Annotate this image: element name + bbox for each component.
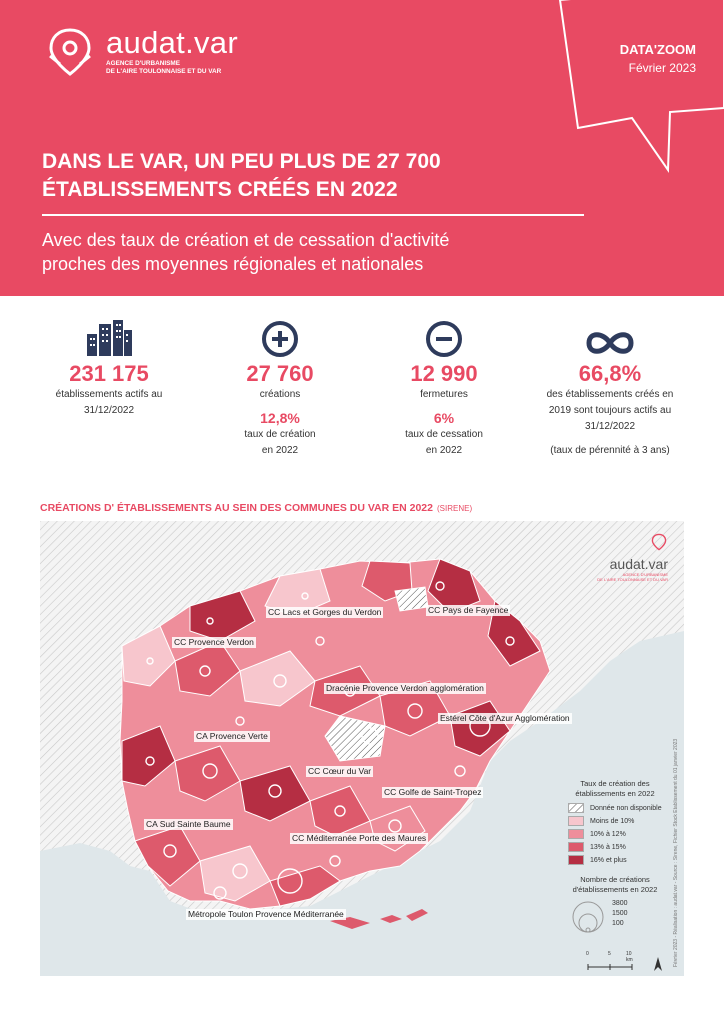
- logo-tagline-1: AGENCE D'URBANISME: [106, 60, 180, 67]
- legend-label: Moins de 10%: [590, 817, 635, 825]
- legend-label: Donnée non disponible: [590, 804, 662, 812]
- stat-creations: [222, 314, 338, 458]
- stat-active: [44, 314, 174, 418]
- label-coeur-du-var: CC Cœur du Var: [308, 766, 372, 776]
- legend-title-1: Taux de création des: [580, 779, 650, 788]
- mini-logo-tag-1: AGENCE D'URBANISME: [622, 572, 668, 577]
- choropleth-map: [40, 521, 684, 976]
- stat-active-value: 231 175: [69, 361, 149, 386]
- label-dracenie: Dracénie Provence Verdon agglomération: [326, 683, 484, 693]
- legend-size-title-1: Nombre de créations: [580, 875, 650, 884]
- legend-size-title-2: d'établissements en 2022: [572, 885, 658, 894]
- label-provence-verte: CA Provence Verte: [196, 731, 268, 741]
- minus-circle-icon: [425, 320, 463, 358]
- map-title-text: CRÉATIONS D' ÉTABLISSEMENTS AU SEIN DES COMMUNES DU VAR EN 2022: [40, 502, 433, 514]
- stat-creation-rate-label-1: taux de création: [244, 429, 316, 440]
- legend-size-symbols: [560, 899, 670, 933]
- legend-swatch: [568, 842, 584, 852]
- logo-name: audat.var: [106, 25, 238, 60]
- label-golfe-saint-tropez: CC Golfe de Saint-Tropez: [384, 787, 482, 797]
- stat-survival-label-1: des établissements créés en: [546, 389, 674, 400]
- subtitle-line-1: Avec des taux de création et de cessation d'activité: [42, 230, 450, 250]
- stat-creation-rate-label-2: en 2022: [261, 445, 299, 456]
- audat-logo[interactable]: [44, 25, 238, 83]
- legend-size-100: 100: [612, 920, 624, 927]
- legend-size-1500: 1500: [612, 910, 628, 917]
- stat-closures: [386, 314, 502, 458]
- header-banner: [0, 0, 724, 296]
- stat-cessation-rate-label-1: taux de cessation: [405, 429, 483, 440]
- legend-size-title: [560, 875, 670, 895]
- legend-title-2: établissements en 2022: [575, 789, 655, 798]
- plus-circle-icon: [261, 320, 299, 358]
- stat-survival: [530, 314, 690, 458]
- badge-title: DATA'ZOOM: [619, 42, 696, 57]
- stat-creation-rate: 12,8%: [260, 410, 300, 426]
- stat-creations-value: 27 760: [246, 361, 314, 386]
- label-provence-verdon: CC Provence Verdon: [174, 637, 254, 647]
- subtitle-line-2: proches des moyennes régionales et nationales: [42, 254, 424, 274]
- legend-label: 16% et plus: [590, 856, 627, 864]
- label-mediterranee-porte-maures: CC Méditerranée Porte des Maures: [292, 833, 427, 843]
- stat-survival-value: 66,8%: [578, 361, 642, 386]
- label-metropole-toulon: Métropole Toulon Provence Méditerranée: [188, 909, 344, 919]
- scale-0: 0: [586, 951, 589, 957]
- logo-tagline: [106, 60, 246, 76]
- stat-active-label-2: 31/12/2022: [83, 405, 135, 416]
- title-line-2: ÉTABLISSEMENTS CRÉÉS EN 2022: [42, 178, 398, 201]
- stat-survival-label-2: 2019 sont toujours actifs au: [548, 405, 672, 416]
- map-credit: Février 2023 - Réalisation : audat.var - Source : Sirene, Fichier Stock Etablissement du 01 janvier 2023: [673, 738, 679, 967]
- page-title: [42, 148, 562, 204]
- mini-logo-name: audat.var: [609, 556, 668, 572]
- pin-logo-icon: [44, 26, 96, 78]
- map-title: [40, 502, 472, 514]
- legend-title: [560, 779, 670, 799]
- map-mini-logo: [597, 533, 668, 582]
- infinity-icon: [583, 328, 637, 358]
- legend-label: 10% à 12%: [590, 830, 626, 838]
- title-divider: [42, 214, 584, 216]
- legend-swatch: [568, 816, 584, 826]
- stat-survival-label-3: 31/12/2022: [584, 421, 636, 432]
- legend-row: [568, 803, 670, 813]
- label-sud-sainte-baume: CA Sud Sainte Baume: [146, 819, 231, 829]
- stat-creations-label: créations: [259, 389, 301, 400]
- buildings-icon: [85, 318, 133, 358]
- map-legend: [560, 779, 670, 933]
- dataz-badge: [620, 42, 696, 75]
- stats-panel: [0, 296, 724, 484]
- mini-logo-tag-2: DE L'AIRE TOULONNAISE ET DU VAR: [597, 577, 668, 582]
- legend-row: [568, 842, 670, 852]
- label-lacs-gorges-verdon: CC Lacs et Gorges du Verdon: [268, 607, 382, 617]
- proportional-circles-icon: [570, 899, 610, 933]
- stat-cessation-rate-label-2: en 2022: [425, 445, 463, 456]
- stat-active-label-1: établissements actifs au: [55, 389, 163, 400]
- scale-10: 10 km: [626, 951, 633, 963]
- legend-row: [568, 855, 670, 865]
- stat-closures-label: fermetures: [420, 389, 468, 400]
- label-esterel: Estérel Côte d'Azur Agglomération: [440, 713, 570, 723]
- page-subtitle: [42, 228, 602, 276]
- legend-swatch: [568, 855, 584, 865]
- label-pays-fayence: CC Pays de Fayence: [428, 605, 509, 615]
- stat-cessation-rate: 6%: [433, 410, 455, 426]
- logo-tagline-2: DE L'AIRE TOULONNAISE ET DU VAR: [106, 68, 222, 75]
- legend-swatch: [568, 829, 584, 839]
- legend-size-3800: 3800: [612, 900, 628, 907]
- map-source: (SIRENE): [437, 504, 473, 513]
- pin-logo-icon: [650, 533, 668, 551]
- legend-swatch-hatched: [568, 803, 584, 813]
- badge-date: Février 2023: [628, 61, 696, 75]
- legend-row: [568, 829, 670, 839]
- stat-survival-note: (taux de pérennité à 3 ans): [550, 445, 670, 456]
- legend-label: 13% à 15%: [590, 843, 626, 851]
- title-line-1: DANS LE VAR, UN PEU PLUS DE 27 700: [42, 150, 441, 173]
- stat-closures-value: 12 990: [410, 361, 478, 386]
- scale-5: 5: [608, 951, 611, 957]
- legend-row: [568, 816, 670, 826]
